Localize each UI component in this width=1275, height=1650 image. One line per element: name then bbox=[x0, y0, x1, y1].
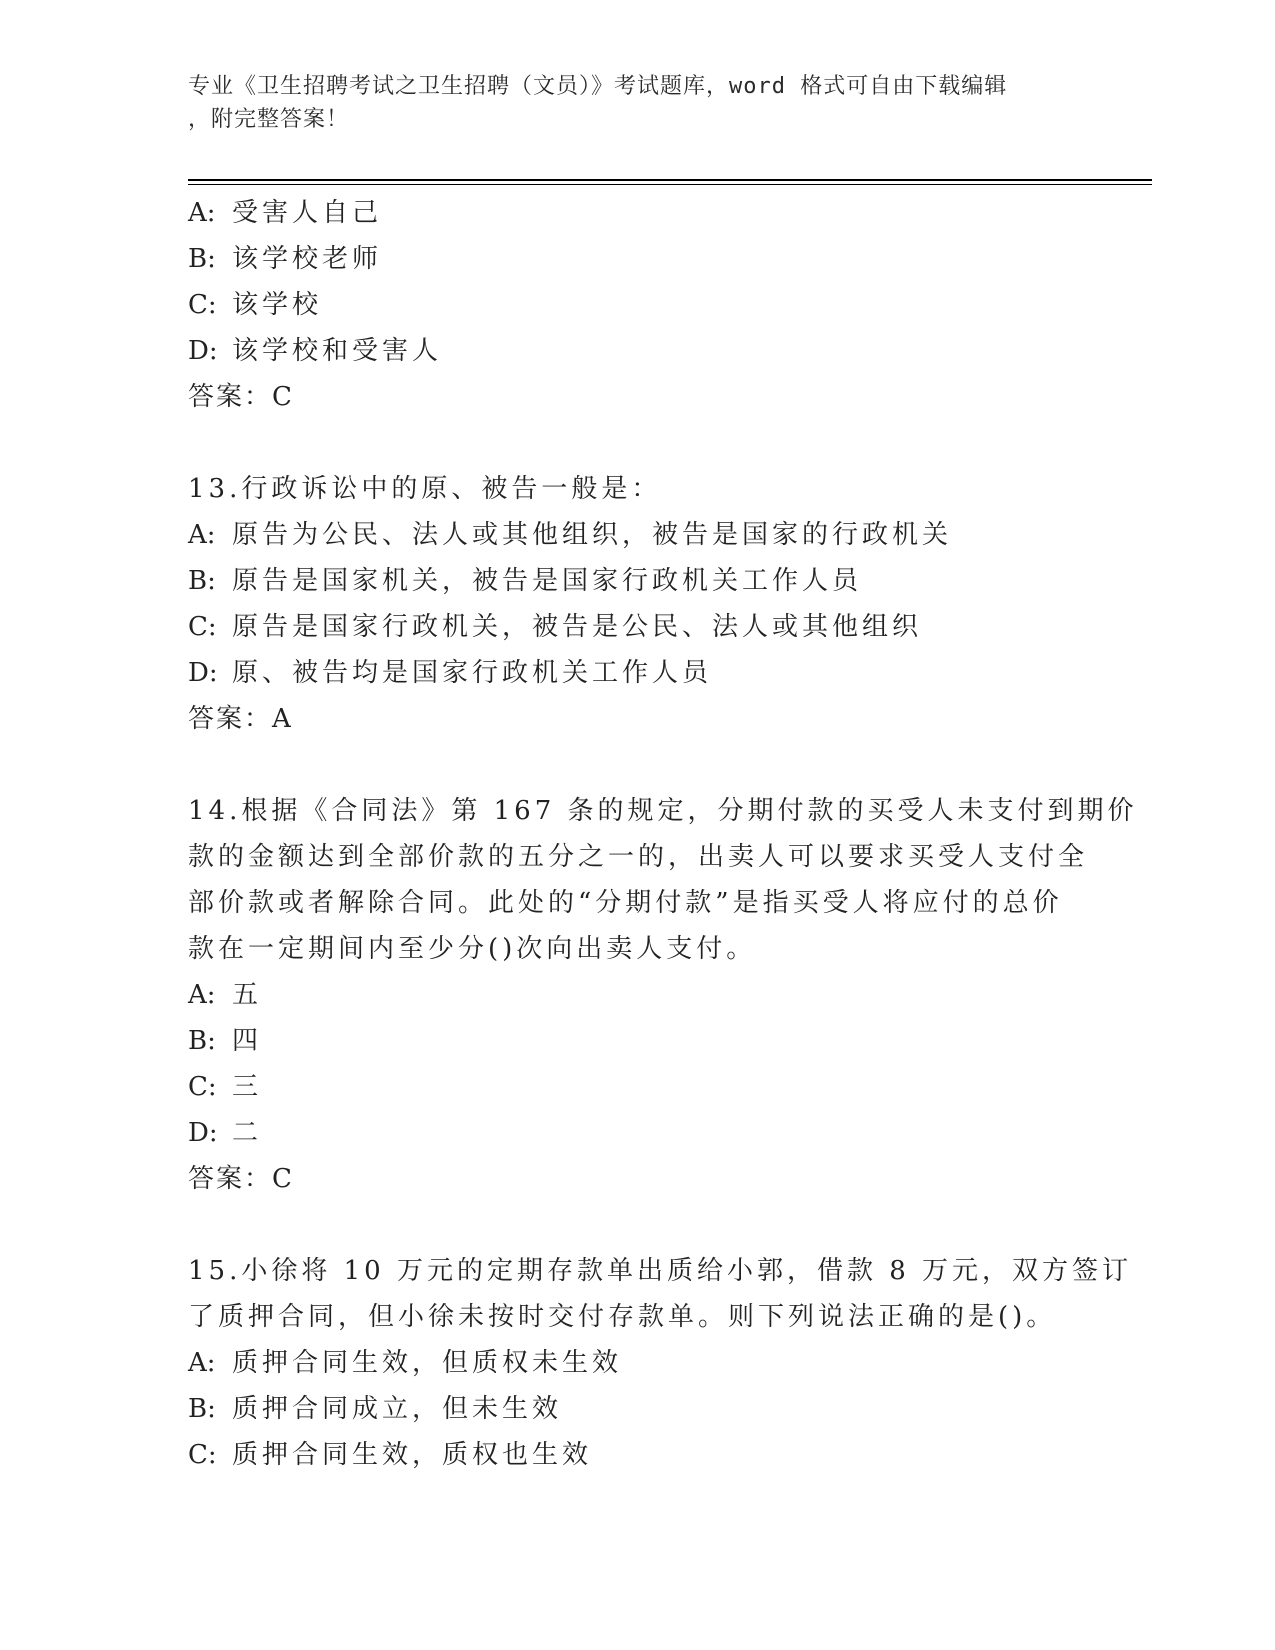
question-stem-line: 款的金额达到全部价款的五分之一的，出卖人可以要求买受人支付全 bbox=[188, 842, 1089, 872]
option-label: D: bbox=[188, 658, 218, 688]
header-divider bbox=[188, 179, 1152, 181]
option-text: 原告是国家行政机关，被告是公民、法人或其他组织 bbox=[232, 612, 923, 642]
option-label: C: bbox=[188, 1072, 217, 1102]
option-c bbox=[188, 604, 1088, 650]
option-d bbox=[188, 650, 1088, 696]
question-stem: 13.行政诉讼中的原、被告一般是： bbox=[188, 474, 662, 504]
option-text: 质押合同成立，但未生效 bbox=[232, 1394, 563, 1424]
option-b bbox=[188, 558, 1088, 604]
question-list bbox=[188, 190, 1138, 1478]
document-header bbox=[188, 70, 1088, 136]
answer: 答案：C bbox=[188, 1164, 294, 1194]
option-a bbox=[188, 1340, 1088, 1386]
option-label: C: bbox=[188, 612, 217, 642]
option-a bbox=[188, 512, 1088, 558]
option-d bbox=[188, 328, 1088, 374]
option-text: 五 bbox=[232, 980, 263, 1010]
option-text: 原、被告均是国家行政机关工作人员 bbox=[232, 658, 713, 688]
option-text: 四 bbox=[232, 1026, 263, 1056]
option-text: 该学校 bbox=[232, 290, 323, 320]
option-label: A: bbox=[188, 520, 216, 550]
option-label: C: bbox=[188, 290, 217, 320]
option-text: 质押合同生效，但质权未生效 bbox=[232, 1348, 623, 1378]
option-label: B: bbox=[188, 1394, 216, 1424]
option-b bbox=[188, 1386, 1088, 1432]
option-c bbox=[188, 1064, 1088, 1110]
question-stem-line: 15.小徐将 10 万元的定期存款单出质给小郭，借款 8 万元，双方签订 bbox=[188, 1256, 1133, 1286]
option-label: A: bbox=[188, 1348, 216, 1378]
option-c bbox=[188, 282, 1088, 328]
header-divider-thin bbox=[188, 184, 1152, 185]
question-stem-line: 14.根据《合同法》第 167 条的规定，分期付款的买受人未支付到期价 bbox=[188, 796, 1138, 826]
option-b bbox=[188, 1018, 1088, 1064]
option-text: 原告是国家机关，被告是国家行政机关工作人员 bbox=[232, 566, 863, 596]
question-stem-line: 款在一定期间内至少分()次向出卖人支付。 bbox=[188, 934, 757, 964]
option-text: 该学校和受害人 bbox=[232, 336, 443, 366]
question-13 bbox=[188, 466, 1088, 742]
option-label: D: bbox=[188, 1118, 218, 1148]
option-label: A: bbox=[188, 198, 216, 228]
option-label: A: bbox=[188, 980, 216, 1010]
option-b bbox=[188, 236, 1088, 282]
option-d bbox=[188, 1110, 1088, 1156]
option-label: C: bbox=[188, 1440, 217, 1470]
option-text: 受害人自己 bbox=[232, 198, 383, 228]
option-a bbox=[188, 972, 1088, 1018]
option-c bbox=[188, 1432, 1088, 1478]
question-stem-line: 部价款或者解除合同。此处的“分期付款”是指买受人将应付的总价 bbox=[188, 888, 1063, 918]
option-a bbox=[188, 190, 1088, 236]
answer: 答案：C bbox=[188, 382, 294, 412]
option-label: D: bbox=[188, 336, 218, 366]
option-text: 原告为公民、法人或其他组织，被告是国家的行政机关 bbox=[232, 520, 953, 550]
option-text: 三 bbox=[232, 1072, 263, 1102]
option-label: B: bbox=[188, 566, 216, 596]
question-12 bbox=[188, 190, 1088, 420]
answer: 答案：A bbox=[188, 704, 293, 734]
header-line-1: 专业《卫生招聘考试之卫生招聘（文员）》考试题库，word 格式可自由下载编辑 bbox=[188, 74, 1008, 99]
option-label: B: bbox=[188, 1026, 216, 1056]
question-15 bbox=[188, 1248, 1133, 1478]
question-stem-line: 了质押合同，但小徐未按时交付存款单。则下列说法正确的是()。 bbox=[188, 1302, 1057, 1332]
option-label: B: bbox=[188, 244, 216, 274]
question-14 bbox=[188, 788, 1138, 1202]
option-text: 二 bbox=[232, 1118, 263, 1148]
option-text: 质押合同生效，质权也生效 bbox=[232, 1440, 593, 1470]
header-line-2: ，附完整答案！ bbox=[188, 107, 350, 132]
option-text: 该学校老师 bbox=[232, 244, 383, 274]
